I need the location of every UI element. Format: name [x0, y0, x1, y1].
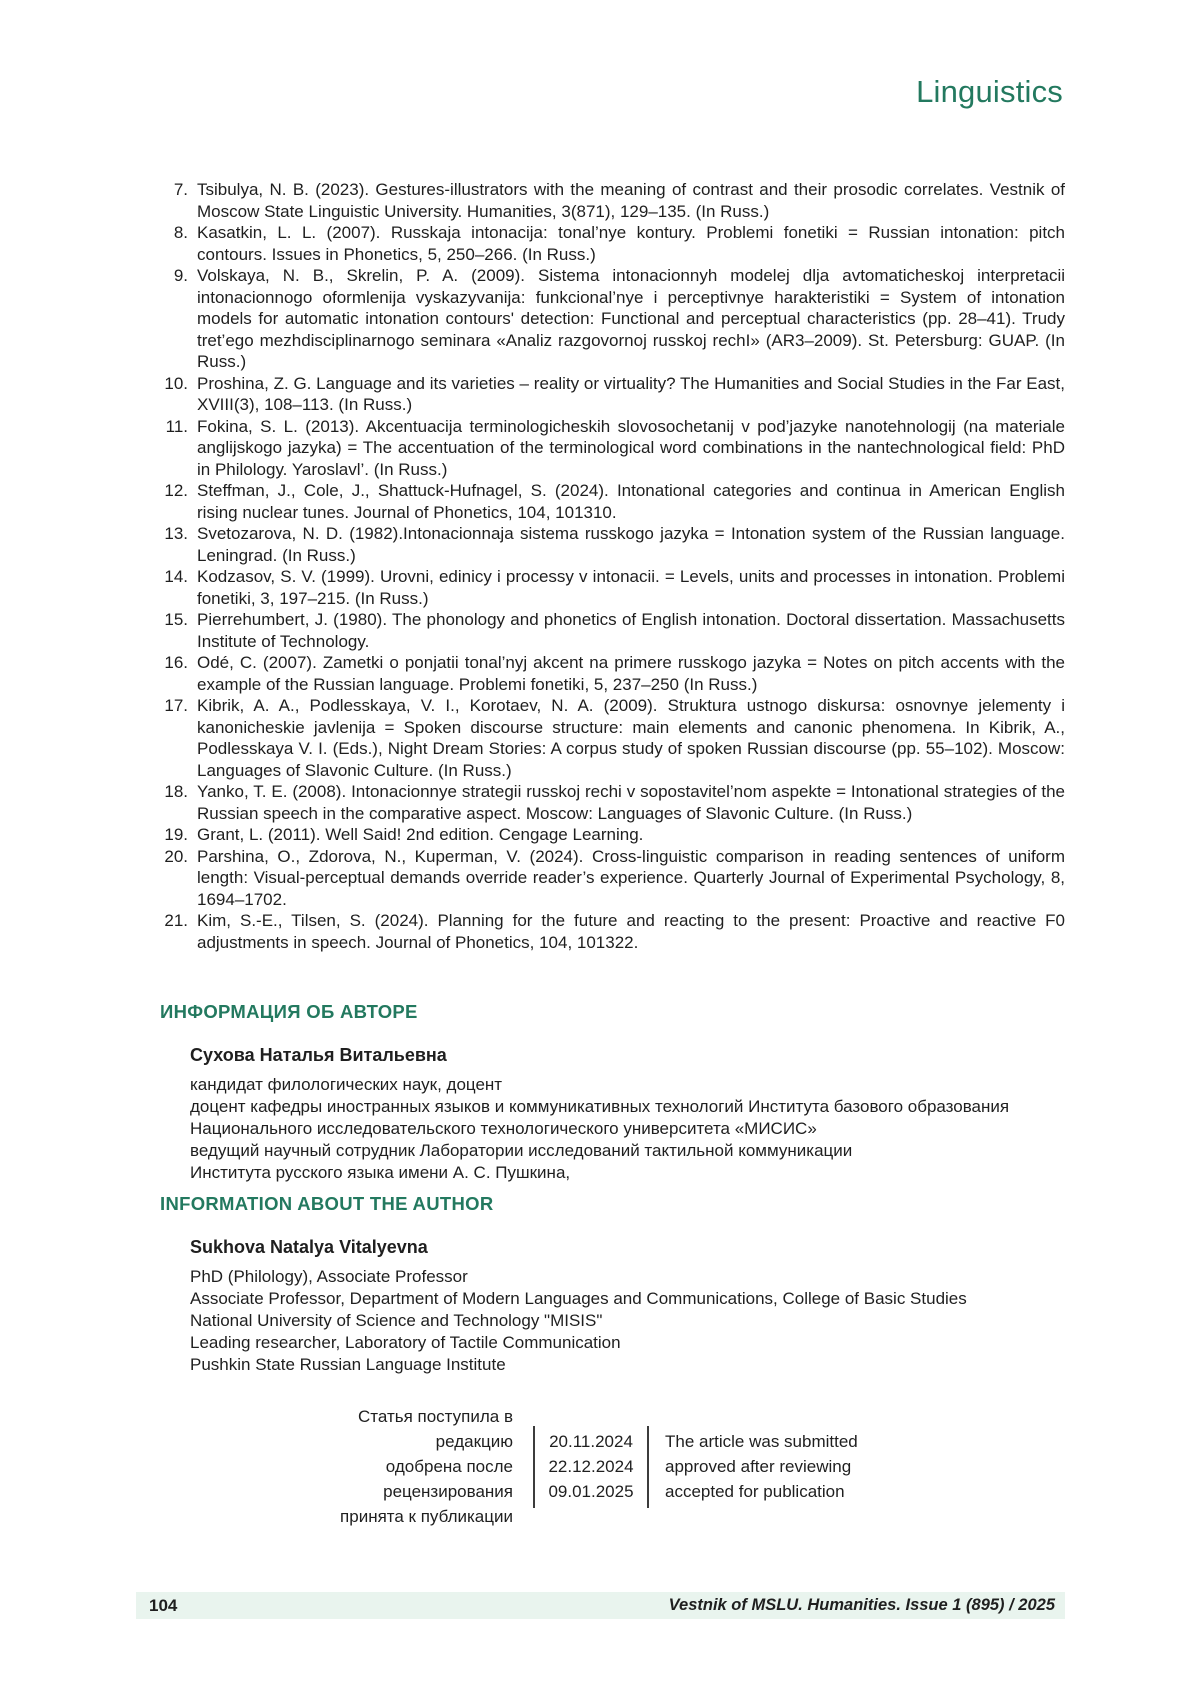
author-detail-en: Leading researcher, Laboratory of Tactile Communication [190, 1333, 621, 1352]
references-list [160, 179, 1065, 953]
reference-number: 15. [164, 610, 188, 629]
reference-item [160, 480, 1065, 523]
submission-label-ru: Статья поступила в редакцию [358, 1407, 513, 1451]
reference-item [160, 652, 1065, 695]
reference-text: Pierrehumbert, J. (1980). The phonology and phonetics of English intonation. Doctoral dissertation. Massachusetts Institute of Technology. [197, 610, 1065, 651]
reference-number: 14. [164, 567, 188, 586]
submission-label-ru: одобрена после рецензирования [383, 1457, 513, 1501]
reference-text: Svetozarova, N. D. (1982).Intonacionnaja sistema russkogo jazyka = Intonation system of the Russian language. Leningrad. (In Russ.) [197, 524, 1065, 565]
submission-label-en: The article was submitted [665, 1432, 858, 1451]
info-en-heading: INFORMATION ABOUT THE AUTHOR [160, 1193, 494, 1214]
reference-item [160, 416, 1065, 481]
page-number: 104 [149, 1595, 178, 1615]
submission-label-en: accepted for publication [665, 1482, 845, 1501]
reference-text: Kodzasov, S. V. (1999). Urovni, edinicy i processy v intonacii. = Levels, units and processes in intonation. Problemi fonetiki, 3, 197–215. (In Russ.) [197, 567, 1065, 608]
reference-text: Steffman, J., Cole, J., Shattuck-Hufnagel, S. (2024). Intonational categories and continua in American English rising nuclear tunes. Journal of Phonetics, 104, 101310. [197, 481, 1065, 522]
reference-number: 10. [164, 373, 188, 393]
page-header [135, 74, 1063, 110]
author-info-ru [160, 1001, 1065, 1184]
reference-number: 8. [173, 223, 188, 242]
reference-item [160, 222, 1065, 265]
author-detail-ru: ведущий научный сотрудник Лаборатории исследований тактильной коммуникации [190, 1141, 853, 1160]
page-footer [136, 1592, 1065, 1619]
author-detail-ru: Национального исследовательского технологического университета «МИСИС» [190, 1119, 817, 1138]
submission-label-ru: принята к публикации [340, 1507, 513, 1526]
reference-number: 11. [165, 416, 188, 436]
reference-text: Kasatkin, L. L. (2007). Russkaja intonacija: tonal’nye kontury. Problemi fonetiki = Russian intonation: pitch contours. Issues in Phonetics, 5, 250–266. (In Russ.) [197, 223, 1065, 264]
reference-number: 13. [164, 524, 188, 543]
author-detail-ru: доцент кафедры иностранных языков и коммуникативных технологий Института базового образования [190, 1097, 1010, 1116]
submission-date: 20.11.2024 [549, 1432, 633, 1451]
reference-text: Yanko, T. E. (2008). Intonacionnye strategii russkoj rechi v sopostavitel’nom aspekte = Intonational strategies of the Russian speech in the comparative aspect. Moscow: Languages of Slavonic Culture. (In Russ.) [197, 782, 1065, 823]
reference-item [160, 609, 1065, 652]
reference-text: Volskaya, N. B., Skrelin, P. A. (2009). Sistema intonacionnyh modelej dlja avtomaticheskoj interpretacii intonacionnogo oformlenija vyskazyvanija: funkcional’nye i perceptivnye harakteristiki = System of intonation models for automatic intonation contours' detection: Functional and perceptual characteristics (pp. 28–41). Trudy tret’ego mezhdisciplinarnogo seminara «Analiz razgovornoj russkoj rechI» (AR3–2009). St. Petersburg: GUAP. (In Russ.) [197, 266, 1065, 371]
reference-text: Grant, L. (2011). Well Said! 2nd edition. Cengage Learning. [197, 825, 644, 844]
reference-text: Proshina, Z. G. Language and its varieties – reality or virtuality? The Humanities and Social Studies in the Far East, XVIII(3), 108–113. (In Russ.) [197, 373, 1065, 414]
reference-number: 18. [164, 782, 188, 801]
submission-date: 22.12.2024 [548, 1457, 634, 1476]
submission-date: 09.01.2025 [548, 1482, 634, 1501]
submission-labels-en [665, 1429, 858, 1504]
reference-item [160, 695, 1065, 781]
reference-item [160, 846, 1065, 911]
submission-labels-ru [280, 1404, 513, 1529]
vertical-divider [647, 1426, 649, 1508]
author-info-en [160, 1193, 1065, 1376]
info-ru-heading: ИНФОРМАЦИЯ ОБ АВТОРЕ [160, 1001, 418, 1022]
reference-item [160, 910, 1065, 953]
reference-item [160, 373, 1065, 416]
reference-item [160, 179, 1065, 222]
reference-number: 20. [164, 846, 188, 866]
author-detail-ru: кандидат филологических наук, доцент [190, 1075, 503, 1094]
reference-item [160, 781, 1065, 824]
reference-number: 19. [164, 825, 188, 844]
reference-item [160, 566, 1065, 609]
reference-number: 12. [164, 481, 188, 500]
section-title: Linguistics [916, 74, 1063, 109]
reference-item [160, 824, 1065, 846]
submission-label-en: approved after reviewing [665, 1457, 852, 1476]
reference-item [160, 265, 1065, 373]
reference-text: Tsibulya, N. B. (2023). Gestures-illustrators with the meaning of contrast and their prosodic correlates. Vestnik of Moscow State Linguistic University. Humanities, 3(871), 129–135. (In Russ.) [197, 180, 1065, 221]
journal-title: Vestnik of MSLU. Humanities. Issue 1 (895) / 2025 [668, 1596, 1055, 1614]
author-detail-en: National University of Science and Technology "MISIS" [190, 1311, 603, 1330]
submission-dates [535, 1429, 647, 1504]
author-detail-en: PhD (Philology), Associate Professor [190, 1267, 468, 1286]
author-detail-en: Pushkin State Russian Language Institute [190, 1355, 506, 1374]
reference-text: Parshina, O., Zdorova, N., Kuperman, V. (2024). Cross-linguistic comparison in reading sentences of uniform length: Visual-perceptual demands override reader’s experience. Quarterly Journal of Experimental Psychology, 8, 1694–1702. [197, 846, 1065, 909]
reference-number: 9. [173, 266, 188, 285]
author-name-ru: Сухова Наталья Витальевна [190, 1045, 447, 1065]
reference-number: 7. [173, 180, 188, 199]
reference-text: Fokina, S. L. (2013). Akcentuacija terminologicheskih slovosochetanij v pod’jazyke nanotehnologij (na materiale anglijskogo jazyka) = The accentuation of the terminological word combinations in the nantechnological field: PhD in Philology. Yaroslavl’. (In Russ.) [197, 416, 1065, 479]
reference-number: 21. [164, 911, 188, 930]
reference-number: 17. [164, 696, 188, 715]
author-detail-en: Associate Professor, Department of Modern Languages and Communications, College of Basic Studies [190, 1289, 967, 1308]
reference-text: Kibrik, A. A., Podlesskaya, V. I., Korotaev, N. A. (2009). Struktura ustnogo diskursa: osnovnye jelementy i kanonicheskie javlenija = Spoken discourse structure: main elements and canonic phenomena. In Kibrik, A., Podlesskaya V. I. (Eds.), Night Dream Stories: A corpus study of spoken Russian discourse (pp. 55–102). Moscow: Languages of Slavonic Culture. (In Russ.) [197, 696, 1065, 780]
reference-text: Kim, S.-E., Tilsen, S. (2024). Planning for the future and reacting to the present: Proactive and reactive F0 adjustments in speech. Journal of Phonetics, 104, 101322. [197, 911, 1065, 952]
reference-item [160, 523, 1065, 566]
reference-text: Odé, C. (2007). Zametki o ponjatii tonal’nyj akcent na primere russkogo jazyka = Notes on pitch accents with the example of the Russian language. Problemi fonetiki, 5, 237–250 (In Russ.) [197, 653, 1065, 694]
reference-number: 16. [164, 653, 188, 672]
author-name-en: Sukhova Natalya Vitalyevna [190, 1237, 428, 1257]
submission-dates-block [280, 1404, 858, 1529]
author-detail-ru: Института русского языка имени А. С. Пушкина, [190, 1163, 571, 1182]
